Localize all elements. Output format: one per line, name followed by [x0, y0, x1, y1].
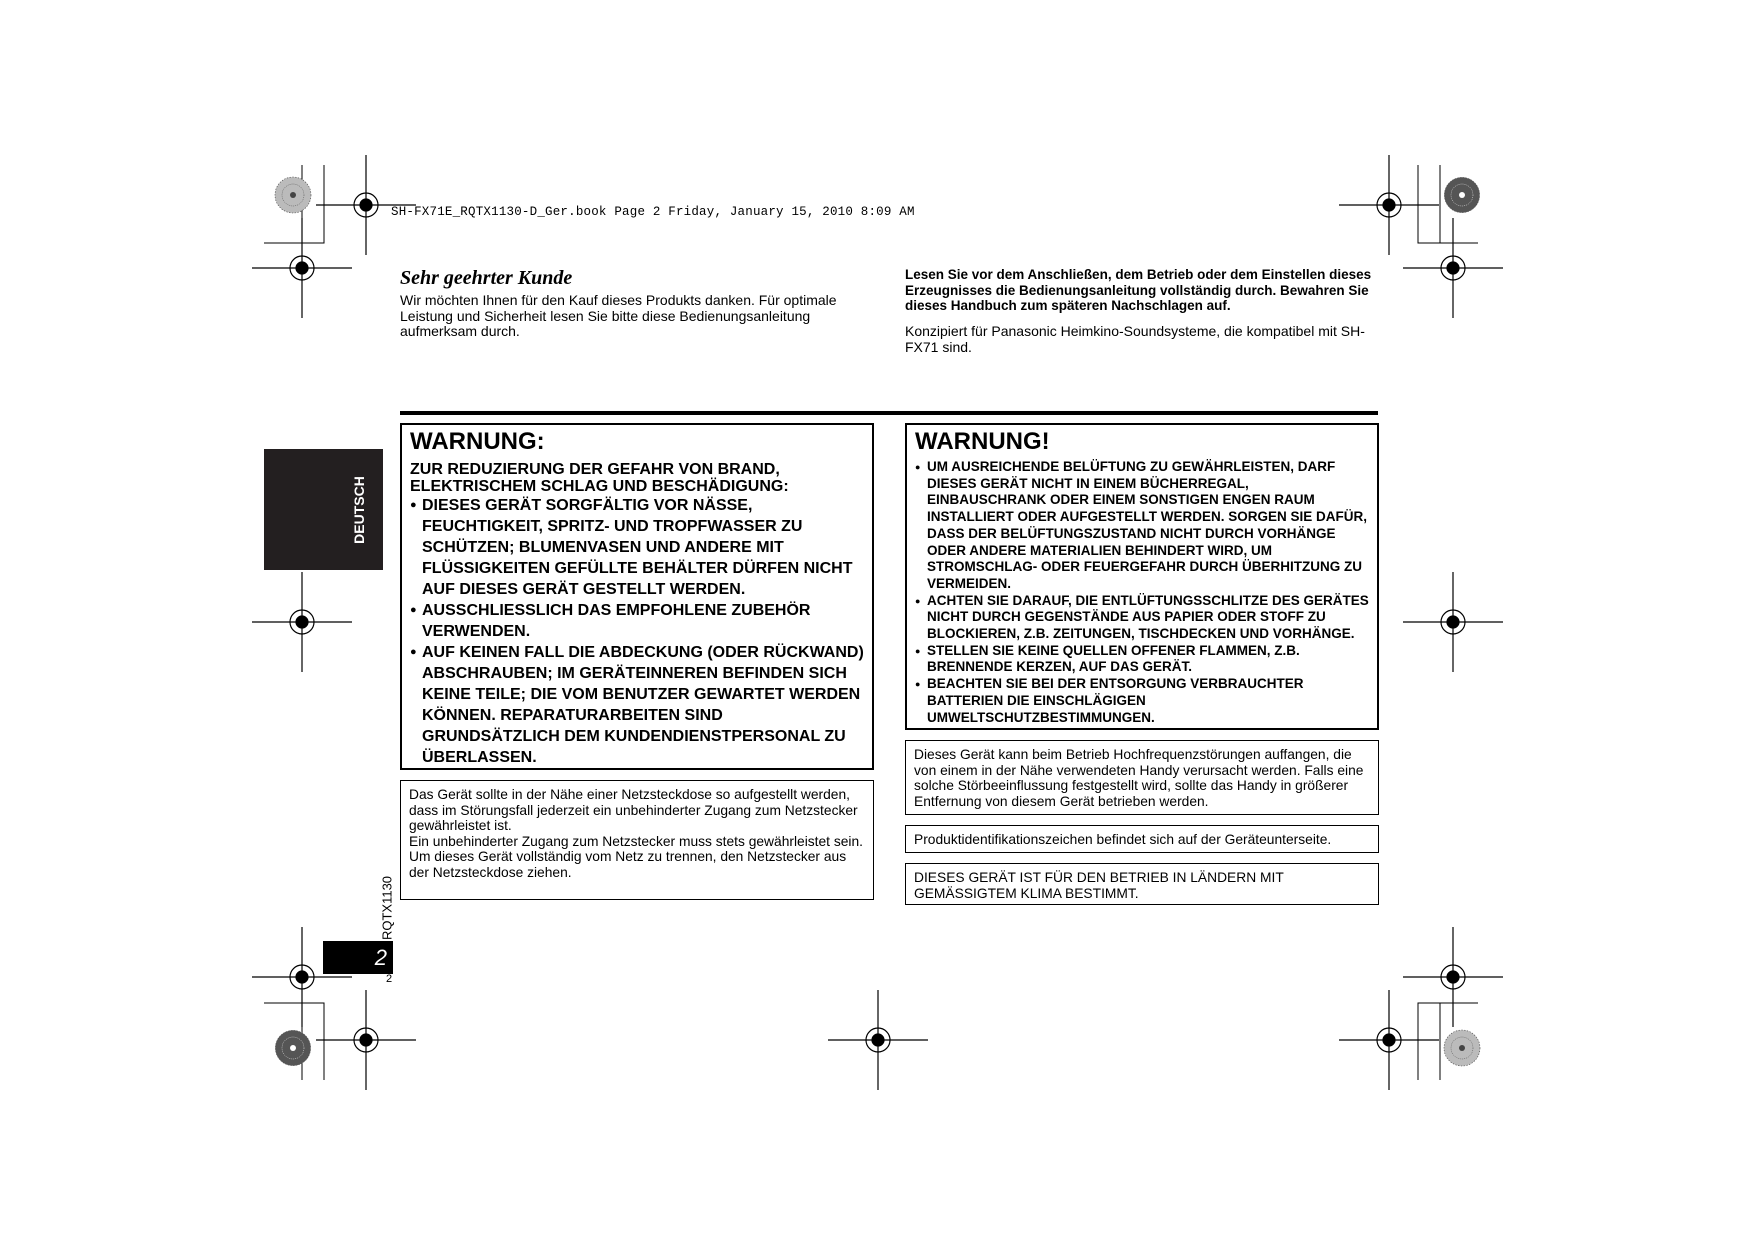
model-code: RQTX1130 [379, 875, 395, 941]
warning-item: ● UM AUSREICHENDE BELÜFTUNG ZU GEWÄHRLEISTEN, DARF DIESES GERÄT NICHT IN EINEM BÜCHERREGAL, EINBAUSCHRANK ODER EINEM SONSTIGEN ENGEN RAUM INSTALLIERT ODER AUFGESTELLT WERDEN. SORGEN SIE DAFÜR, DASS DER BELÜFTUNGSZUSTAND NICHT DURCH VORHÄNGE ODER ANDERE MATERIALIEN BEHINDERT WIRD, UM STROMSCHLAG- ODER FEUERGEFAHR DURCH ÜBERHITZUNG ZU VERMEIDEN. [915, 459, 1369, 593]
warning-item: ● BEACHTEN SIE BEI DER ENTSORGUNG VERBRAUCHTER BATTERIEN DIE EINSCHLÄGIGEN UMWELTSCHUTZBESTIMMUNGEN. [915, 676, 1369, 726]
power-notice-line: Das Gerät sollte in der Nähe einer Netzsteckdose so aufgestellt werden, dass im Störungsfall jederzeit ein unbehinderter Zugang zum Netzstecker gewährleistet ist. [409, 787, 858, 833]
greeting-title: Sehr geehrter Kunde [400, 267, 573, 289]
climate-notice: DIESES GERÄT IST FÜR DEN BETRIEB IN LÄNDERN MIT GEMÄSSIGTEM KLIMA BESTIMMT. [905, 863, 1379, 905]
warning-item: ● ACHTEN SIE DARAUF, DIE ENTLÜFTUNGSSCHLITZE DES GERÄTES NICHT DURCH GEGENSTÄNDE AUS PAPIER ODER STOFF ZU BLOCKIEREN, Z.B. ZEITUNGEN, TISCHDECKEN UND VORHÄNGE. [915, 593, 1369, 643]
greeting-body: Wir möchten Ihnen für den Kauf dieses Produkts danken. Für optimale Leistung und Sicherheit lesen Sie bitte diese Bedienungsanleitung aufmerksam durch. [400, 292, 837, 339]
warning-title-left: WARNUNG: [410, 428, 545, 455]
warning-item: ● STELLEN SIE KEINE QUELLEN OFFENER FLAMMEN, Z.B. BRENNENDE KERZEN, AUF DAS GERÄT. [915, 643, 1369, 676]
warning-item: ● AUSSCHLIESSLICH DAS EMPFOHLENE ZUBEHÖR VERWENDEN. [410, 600, 864, 642]
warning-item: ● AUF KEINEN FALL DIE ABDECKUNG (ODER RÜCKWAND) ABSCHRAUBEN; IM GERÄTEINNEREN BEFINDEN SICH KEINE TEILE; DIE VOM BENUTZER GEWARTET WERDEN KÖNNEN. REPARATURARBEITEN SIND GRUNDSÄTZLICH DEM KUNDENDIENSTPERSONAL ZU ÜBERLASSEN. [410, 642, 864, 768]
warning-subtitle: ZUR REDUZIERUNG DER GEFAHR VON BRAND, ELEKTRISCHEM SCHLAG UND BESCHÄDIGUNG: [410, 461, 789, 495]
mobile-notice: Dieses Gerät kann beim Betrieb Hochfrequenzstörungen auffangen, die von einem in der Nähe verwendeten Handy verursacht werden. Falls eine solche Störbeeinflussung festgestellt wird, sollte das Handy in größerer Entfernung von diesem Gerät betrieben werden. [905, 740, 1379, 815]
warning-title-right: WARNUNG! [915, 428, 1050, 455]
language-tab-label: DEUTSCH [351, 476, 367, 544]
designed-for: Konzipiert für Panasonic Heimkino-Soundsysteme, die kompatibel mit SH-FX71 sind. [905, 323, 1365, 355]
page-number-small: 2 [386, 973, 393, 985]
power-notice-line: Um dieses Gerät vollständig vom Netz zu trennen, den Netzstecker aus der Netzsteckdose ziehen. [409, 849, 847, 880]
warning-item: ● DIESES GERÄT SORGFÄLTIG VOR NÄSSE, FEUCHTIGKEIT, SPRITZ- UND TROPFWASSER ZU SCHÜTZEN; BLUMENVASEN UND ANDERE MIT FLÜSSIGKEITEN GEFÜLLTE BEHÄLTER DÜRFEN NICHT AUF DIESES GERÄT GESTELLT WERDEN. [410, 495, 864, 600]
power-notice-line: Ein unbehinderter Zugang zum Netzstecker muss stets gewährleistet sein. [409, 833, 863, 849]
label-notice: Produktidentifikationszeichen befindet sich auf der Geräteunterseite. [905, 825, 1379, 853]
page-number: 2 [323, 941, 393, 974]
file-header: SH-FX71E_RQTX1130-D_Ger.book Page 2 Friday, January 15, 2010 8:09 AM [391, 205, 915, 219]
read-notice: Lesen Sie vor dem Anschließen, dem Betrieb oder dem Einstellen dieses Erzeugnisses die Bedienungsanleitung vollständig durch. Bewahren Sie dieses Handbuch zum späteren Nachschlagen auf. [905, 267, 1372, 313]
